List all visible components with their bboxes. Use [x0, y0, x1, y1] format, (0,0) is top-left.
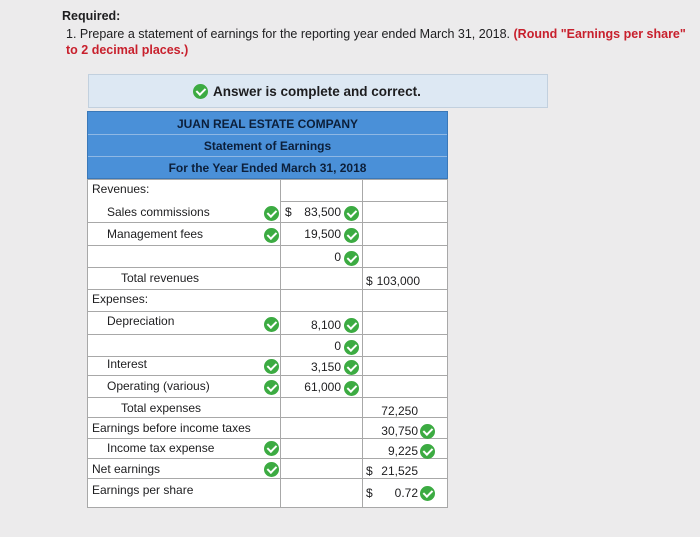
management-fees-label[interactable]: Management fees	[107, 227, 204, 241]
management-fees-value[interactable]: 19,500	[304, 227, 341, 241]
check-circle-icon	[264, 380, 279, 395]
operating-value[interactable]: 61,000	[304, 380, 341, 394]
expense-blank-value[interactable]: 0	[334, 339, 341, 353]
total-revenues-label[interactable]: Total revenues	[121, 271, 200, 285]
answer-status-text: Answer is complete and correct.	[213, 84, 421, 99]
net-earnings-dollar: $	[366, 464, 373, 478]
check-circle-icon	[193, 84, 208, 99]
rounding-note: (Round "Earnings per share" to 2 decimal places.)	[66, 27, 686, 57]
sales-commissions-value[interactable]: 83,500	[304, 205, 341, 219]
check-circle-icon	[264, 462, 279, 477]
check-circle-icon	[264, 228, 279, 243]
question-text	[66, 26, 686, 58]
check-circle-icon	[264, 317, 279, 332]
sales-commissions-label[interactable]: Sales commissions	[107, 205, 210, 219]
check-circle-icon	[264, 441, 279, 456]
net-earnings-label[interactable]: Net earnings	[92, 462, 161, 476]
depreciation-label[interactable]: Depreciation	[107, 314, 175, 328]
total-revenues-dollar: $	[366, 274, 373, 288]
revenues-label: Revenues:	[92, 182, 150, 196]
question-instruction: 1. Prepare a statement of earnings for the reporting year ended March 31, 2018.	[66, 27, 511, 41]
interest-value[interactable]: 3,150	[310, 360, 341, 374]
operating-label[interactable]: Operating (various)	[107, 379, 210, 393]
eps-dollar: $	[366, 486, 373, 500]
check-circle-icon	[264, 206, 279, 221]
eps-label[interactable]: Earnings per share	[92, 483, 194, 497]
check-circle-icon	[264, 359, 279, 374]
statement-header	[87, 111, 448, 179]
check-circle-icon	[344, 318, 359, 333]
check-circle-icon	[344, 206, 359, 221]
ebit-label[interactable]: Earnings before income taxes	[92, 421, 251, 435]
expenses-label: Expenses:	[92, 292, 149, 306]
check-circle-icon	[420, 486, 435, 501]
check-circle-icon	[420, 424, 435, 439]
interest-label[interactable]: Interest	[107, 357, 148, 371]
check-circle-icon	[344, 381, 359, 396]
check-circle-icon	[344, 228, 359, 243]
net-earnings-value[interactable]: 21,525	[381, 464, 418, 478]
statement-title: Statement of Earnings	[203, 139, 332, 153]
eps-value[interactable]: 0.72	[394, 486, 418, 500]
tax-label[interactable]: Income tax expense	[107, 441, 215, 455]
total-revenues-value[interactable]: 103,000	[376, 274, 420, 288]
revenue-blank-value[interactable]: 0	[334, 250, 341, 264]
required-heading: Required:	[62, 9, 121, 23]
check-circle-icon	[344, 340, 359, 355]
total-expenses-label[interactable]: Total expenses	[121, 401, 202, 415]
total-expenses-value[interactable]: 72,250	[381, 404, 418, 418]
sales-commissions-dollar: $	[285, 205, 292, 219]
answer-banner	[88, 74, 548, 108]
check-circle-icon	[344, 360, 359, 375]
check-circle-icon	[344, 251, 359, 266]
ebit-value[interactable]: 30,750	[381, 424, 418, 438]
statement-period: For the Year Ended March 31, 2018	[168, 161, 367, 175]
company-name: JUAN REAL ESTATE COMPANY	[176, 117, 359, 131]
depreciation-value[interactable]: 8,100	[310, 318, 341, 332]
tax-value[interactable]: 9,225	[387, 444, 418, 458]
check-circle-icon	[420, 444, 435, 459]
